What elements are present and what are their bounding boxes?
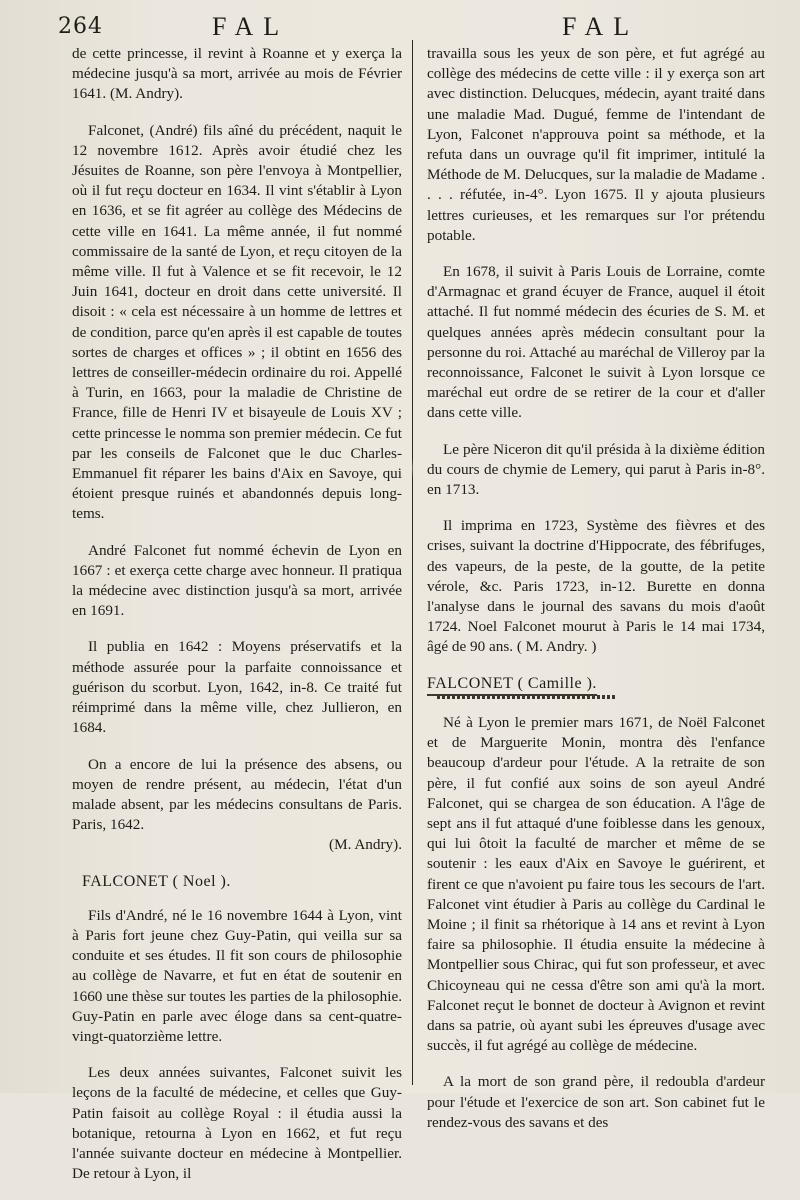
paragraph: Les deux années suivantes, Falconet suivit les leçons de la faculté de médecine, et celles que Guy-Patin faisoit au collège Royal : il étudia aussi la botanique, retourna à Lyon en 1662, et fut reçu l'année suivante docteur en médecine à Montpellier. De retour à Lyon, il bbox=[72, 1064, 402, 1183]
paragraph: Il publia en 1642 : Moyens préservatifs et la méthode assurée pour la parfaite connoissance et guérison du scorbut. Lyon, 1642, in-8. Ce traité fut réimprimé dans la même ville, chez Jullieron, en 1684. bbox=[72, 638, 402, 737]
column-divider bbox=[412, 40, 413, 1085]
running-head-right: FAL bbox=[562, 12, 640, 41]
paragraph: Falconet, (André) fils aîné du précédent, naquit le 12 novembre 1612. Après avoir étudié chez les Jésuites de Roanne, son père l'envoya à Montpellier, où il fut reçu docteur en 1634. Il vint s'établir à Lyon en 1636, et se fit agréer au collège des Médecins de cette ville en 1641. La même année, il fut nommé commissaire de la santé de Lyon, et reçu citoyen de la même ville. Il fut à Valence et se fit recevoir, le 12 Juin 1641, docteur en droit dans cette université. Il disoit : « cela est nécessaire à un homme de lettres et de condition, parce qu'en après il est capable de toutes sortes de charges et offices » ; il obtint en 1656 des lettres de conseiller-médecin ordinaire du roi. Appellé à Turin, en 1663, pour la maladie de Christine de France, fille de Henri IV et bisayeule de Louis XV ; cette princesse le nomma son premier médecin. Ce fut par les conseils de Falconet que le duc Charles-Emmanuel fit réparer les bains d'Aix en Savoye, qui étoient presque ruinés et abandonnés depuis long-tems. bbox=[72, 121, 402, 523]
paragraph: Il imprima en 1723, Système des fièvres et des crises, suivant la doctrine d'Hippocrate, des fébrifuges, des vapeurs, de la peste, de la goutte, de la petite vérole, &c. Paris 1723, in-12. Burette en donna l'analyse dans le journal des savans du mois d'août 1724. Noel Falconet mourut à Paris le 14 mai 1734, âgé de 90 ans. ( M. Andry. ) bbox=[427, 517, 765, 656]
left-column bbox=[72, 44, 402, 1200]
paragraph: André Falconet fut nommé échevin de Lyon en 1667 : et exerça cette charge avec honneur. Il pratiqua la médecine avec distinction jusqu'à sa mort, arrivée en 1691. bbox=[72, 541, 402, 620]
paragraph: Le père Niceron dit qu'il présida à la dixième édition du cours de chymie de Lemery, qui parut à Paris in-8°. en 1713. bbox=[427, 440, 765, 499]
paragraph: de cette princesse, il revint à Roanne et y exerça la médecine jusqu'à sa mort, arrivée au mois de Février 1641. (M. Andry). bbox=[72, 45, 402, 103]
signature: (M. Andry). bbox=[329, 836, 402, 854]
paragraph: Fils d'André, né le 16 novembre 1644 à Lyon, vint à Paris fort jeune chez Guy-Patin, qui veilla sur sa conduite et ses études. Il fit son cours de philosophie au collège de Navarre, et fut en état de soutenir en 1660 une thèse sur toutes les parties de la philosophie. Guy-Patin en parle avec éloge dans sa cent-quatre-vingt-quatorzième lettre. bbox=[72, 906, 402, 1045]
paragraph: Né à Lyon le premier mars 1671, de Noël Falconet et de Marguerite Monin, montra dès l'enfance beaucoup d'ardeur pour l'étude. A la retraite de son père, il fut confié aux soins de son ayeul André Falconet, qui se chargea de son éducation. A l'âge de sept ans il fut attaqué d'une foiblesse dans les genoux, qui lui ôtoit la faculté de marcher et même de se soutenir : les eaux d'Aix en Savoye le guérirent, et firent ce que n'avoient pu faire tous les secours de l'art. Falconet vint étudier à Paris au collège du Cardinal le Moine ; il finit sa rhétorique à 14 ans et revint à Lyon faire sa philosophie. Il étudia ensuite la médecine à Montpellier sous Chirac, qui fut son professeur, et avec Chicoyneau qui ne cessa d'être son ami qu'à la mort. Falconet reçut le bonnet de docteur à Avignon et revint dans sa patrie, où ayant subi les épreuves d'usage avec succès, il fut agrégé au collège de médecine. bbox=[427, 713, 765, 1055]
paragraph: En 1678, il suivit à Paris Louis de Lorraine, comte d'Armagnac et grand écuyer de France, auquel il étoit attaché. Il fut nommé médecin des écuries de S. M. et quelques années après médecin consultant pour la personne du roi. Attaché au maréchal de Villeroy par la reconnoissance, Falconet le suivit à Lyon lorsque ce maréchal eut ordre de se retirer de la cour et d'aller dans cette ville. bbox=[427, 263, 765, 422]
page-number: 264 bbox=[58, 14, 103, 39]
right-column bbox=[427, 44, 765, 1149]
section-heading bbox=[427, 674, 765, 699]
paragraph: A la mort de son grand père, il redoubla d'ardeur pour l'étude et l'exercice de son art. Son cabinet fut le rendez-vous des savans et des bbox=[427, 1073, 765, 1131]
paragraph: On a encore de lui la présence des absens, ou moyen de rendre présent, au médecin, l'état d'un malade absent, par les médecins consultans de Paris. Paris, 1642. bbox=[72, 755, 402, 834]
running-head-left: FAL bbox=[212, 12, 290, 41]
section-heading: FALCONET ( Noel ). bbox=[82, 872, 231, 890]
paragraph: travailla sous les yeux de son père, et fut agrégé au collège des médecins de cette ville : il y exerça son art avec distinction. Delucques, médecin, ayant traité dans une maladie Mad. Dugué, femme de l'intendant de Lyon, Falconet n'approuva point sa méthode, et la refuta dans un ouvrage qu'il fit imprimer, intitulé la Méthode de M. Delucques, sur la maladie de Madame . . . . réfutée, in-4°. Lyon 1675. Il y ajouta plusieurs lettres curieuses, et les remarques sur l'or prétendu potable. bbox=[427, 45, 765, 244]
heading-text: FALCONET ( Camille ). bbox=[427, 675, 597, 696]
